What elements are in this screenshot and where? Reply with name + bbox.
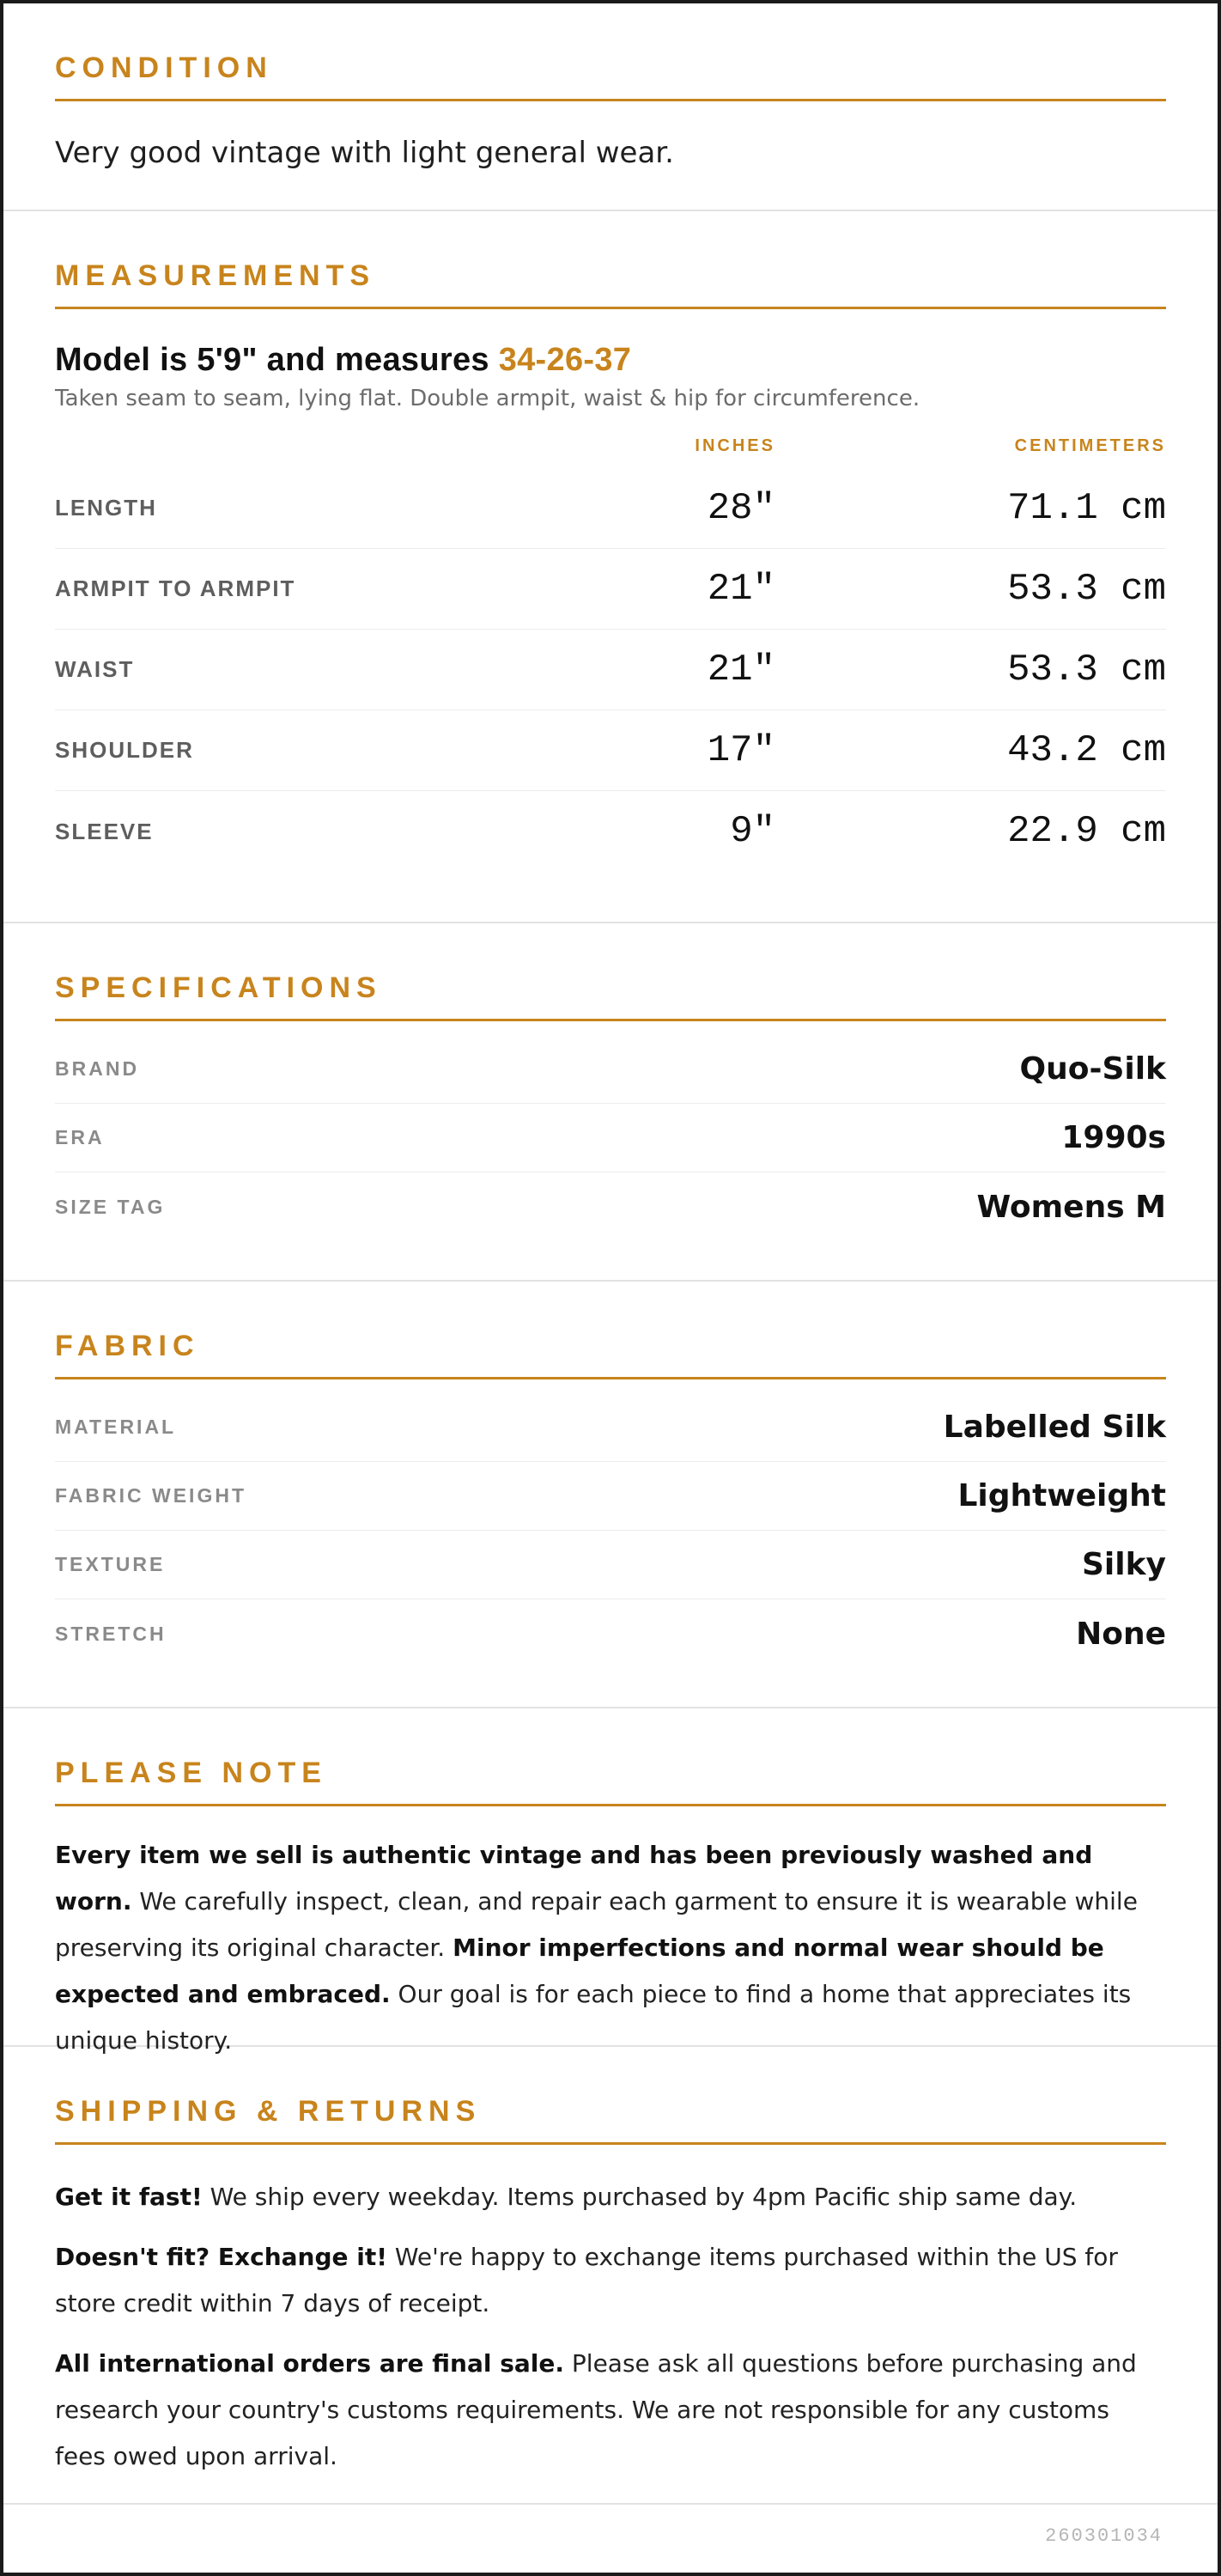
measurement-note: Taken seam to seam, lying flat. Double armpit, waist & hip for circumference. — [55, 386, 920, 411]
shipping-bold: Doesn't fit? Exchange it! — [55, 2243, 387, 2271]
shipping-section — [3, 2047, 1218, 2505]
measurement-row-waist — [55, 630, 1166, 710]
fabric-row-weight — [55, 1462, 1166, 1531]
measurement-table — [55, 468, 1166, 872]
please-note-section — [3, 1708, 1218, 2055]
measurement-label: SHOULDER — [55, 737, 194, 763]
fabric-key: MATERIAL — [55, 1416, 177, 1438]
measurement-inches: 17" — [707, 728, 775, 772]
measurement-cm: 22.9 cm — [1007, 810, 1166, 853]
measurement-row-length — [55, 468, 1166, 549]
spec-row-era — [55, 1104, 1166, 1172]
measurement-header — [55, 423, 1166, 468]
measurement-label: WAIST — [55, 656, 135, 682]
specifications-section — [3, 923, 1218, 1282]
note-bold-1: Every item we sell is authentic vintage and has been previously washed and worn. — [55, 1841, 1093, 1915]
specifications-list — [55, 1035, 1166, 1241]
measurements-title: MEASUREMENTS — [55, 259, 1166, 309]
fabric-list — [55, 1393, 1166, 1668]
measurement-inches: 21" — [707, 567, 775, 611]
measurement-cm: 43.2 cm — [1007, 728, 1166, 772]
measurement-label: SLEEVE — [55, 818, 154, 844]
spec-key: ERA — [55, 1126, 105, 1148]
shipping-bold: All international orders are final sale. — [55, 2349, 565, 2378]
shipping-paragraph-fast — [55, 2174, 1166, 2220]
measurement-label: LENGTH — [55, 495, 157, 521]
fabric-value: None — [1076, 1616, 1166, 1652]
spec-row-brand — [55, 1035, 1166, 1104]
centimeters-column-header: CENTIMETERS — [1014, 435, 1166, 455]
model-prefix: Model is 5'9" and measures — [55, 342, 499, 378]
spec-value: Womens M — [976, 1189, 1166, 1225]
shipping-paragraph-international — [55, 2341, 1166, 2480]
measurement-row-sleeve — [55, 791, 1166, 872]
measurement-cm: 71.1 cm — [1007, 486, 1166, 530]
fabric-key: TEXTURE — [55, 1553, 166, 1575]
measurements-section — [3, 211, 1218, 923]
inches-column-header: INCHES — [695, 435, 775, 455]
fabric-value: Labelled Silk — [943, 1410, 1166, 1445]
fabric-key: FABRIC WEIGHT — [55, 1484, 246, 1507]
spec-value: 1990s — [1061, 1120, 1166, 1155]
measurement-cm: 53.3 cm — [1007, 567, 1166, 611]
fabric-title: FABRIC — [55, 1330, 1166, 1379]
fabric-key: STRETCH — [55, 1622, 167, 1645]
condition-title: CONDITION — [55, 52, 1166, 101]
measurement-cm: 53.3 cm — [1007, 648, 1166, 691]
measurement-inches: 21" — [707, 648, 775, 691]
fabric-value: Lightweight — [957, 1478, 1166, 1513]
spec-key: BRAND — [55, 1057, 140, 1080]
measurement-row-armpit — [55, 549, 1166, 630]
spec-value: Quo-Silk — [1019, 1051, 1166, 1087]
shipping-text: We're happy to exchange items purchased within the US for store credit within 7 days of receipt. — [55, 2243, 1118, 2317]
condition-section — [3, 3, 1218, 211]
note-text-1: We carefully inspect, clean, and repair each garment to ensure it is wearable while preserving its original character. — [55, 1887, 1138, 1962]
condition-text: Very good vintage with light general wear. — [55, 136, 674, 170]
shipping-bold: Get it fast! — [55, 2183, 203, 2211]
fabric-row-material — [55, 1393, 1166, 1462]
fabric-value: Silky — [1081, 1547, 1166, 1582]
measurement-label: ARMPIT TO ARMPIT — [55, 575, 296, 601]
shipping-text: Please ask all questions before purchasing and research your country's customs requirements. We are not responsible for any customs fees owed upon arrival. — [55, 2349, 1137, 2470]
please-note-title: PLEASE NOTE — [55, 1757, 1166, 1806]
fabric-row-texture — [55, 1531, 1166, 1599]
measurement-row-shoulder — [55, 710, 1166, 791]
product-code: 260301034 — [1045, 2525, 1163, 2547]
note-bold-2: Minor imperfections and normal wear should be expected and embraced. — [55, 1934, 1104, 2008]
note-text-2: Our goal is for each piece to find a home that appreciates its unique history. — [55, 1980, 1132, 2055]
specifications-title: SPECIFICATIONS — [55, 971, 1166, 1021]
model-measures: 34-26-37 — [498, 342, 632, 378]
spec-row-size-tag — [55, 1172, 1166, 1241]
measurement-inches: 28" — [707, 486, 775, 530]
measurement-inches: 9" — [730, 810, 775, 853]
model-line — [55, 342, 1166, 379]
shipping-text: We ship every weekday. Items purchased by 4pm Pacific ship same day. — [202, 2183, 1078, 2211]
fabric-section — [3, 1282, 1218, 1708]
fabric-row-stretch — [55, 1599, 1166, 1668]
please-note-paragraph — [55, 1832, 1166, 2064]
shipping-paragraph-exchange — [55, 2234, 1166, 2327]
shipping-title: SHIPPING & RETURNS — [55, 2095, 1166, 2145]
spec-key: SIZE TAG — [55, 1195, 166, 1218]
